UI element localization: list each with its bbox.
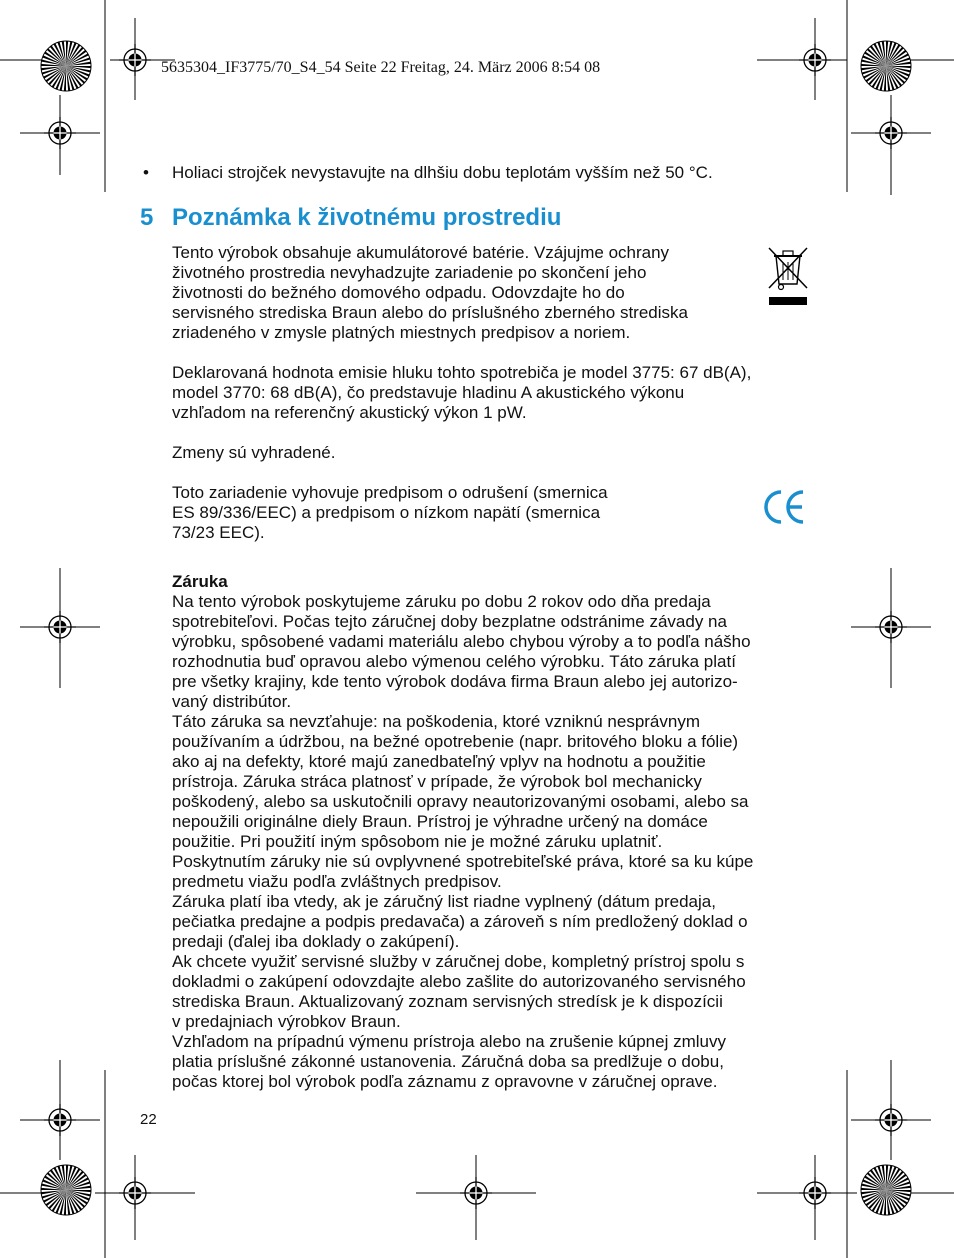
warranty-section	[172, 572, 817, 1092]
registration-mark-icon	[44, 1104, 76, 1136]
registration-mark-icon	[875, 117, 907, 149]
color-bar-starburst-icon	[861, 41, 911, 91]
ce-mark-icon	[762, 487, 808, 527]
compliance-paragraph: Toto zariadenie vyhovuje predpisom o odrušení (smernica ES 89/336/EEC) a predpisom o nízkom napätí (smernica 73/23 EEC).	[172, 483, 608, 542]
bullet-text: Holiaci strojček nevystavujte na dlhšiu dobu teplotám vyšším než 50 °C.	[172, 163, 713, 182]
battery-paragraph: Tento výrobok obsahuje akumulátorové batérie. Vzájujme ochrany životného prostredia nevyhadzujte zariadenie po skončení jeho životnosti do bežného domového odpadu. Odovzdajte ho do servisného strediska Braun alebo do príslušného zberného strediska zriadeného v zmysle platných miestnych predpisov a noriem.	[172, 243, 688, 342]
color-bar-starburst-icon	[41, 1165, 91, 1215]
section-title: Poznámka k životnému prostrediu	[172, 204, 562, 231]
registration-mark-icon	[44, 117, 76, 149]
page-number: 22	[140, 1111, 157, 1128]
registration-mark-icon	[875, 611, 907, 643]
section-number: 5	[140, 204, 154, 231]
registration-mark-icon	[799, 44, 831, 76]
warranty-heading: Záruka	[172, 572, 228, 591]
warranty-body: Na tento výrobok poskytujeme záruku po dobu 2 rokov odo dňa predaja spotrebiteľovi. Počas tejto záručnej doby bezplatne odstránime závady na výrobku, spôsobené vadami materiálu alebo chybou výroby a to podľa nášho rozhodnutia buď opravou alebo výmenou celého výrobku. Táto záruka platí pre všetky krajiny, kde tento výrobok dodáva firma Braun alebo jej autorizo- vaný distribútor. Táto záruka sa nevzťahuje: na poškodenia, ktoré vzniknú nesprávnym používaním a údržbou, na bežné opotrebenie (napr. britového bloku a fólie) ako aj na defekty, ktoré majú zanedbateľný vplyv na hodnotu a použitie prístroja. Záruka stráca platnosť v prípade, že výrobok bol mechanicky poškodený, alebo sa uskutočnili opravy neautorizovanými osobami, alebo sa nepoužili originálne diely Braun. Prístroj je výhradne určený na domáce použitie. Pri použití iným spôsobom nie je možné záruku uplatniť. Poskytnutím záruky nie sú ovplyvnené spotrebiteľské práva, ktoré sa ku kúpe predmetu viažu podľa zvláštnych predpisov. Záruka platí iba vtedy, ak je záručný list riadne vyplnený (dátum predaja, pečiatka predajne a podpis predavača) a zároveň s ním predložený doklad o predaji (ďalej iba doklady o zakúpení). Ak chcete využiť servisné služby v záručnej dobe, kompletný prístroj spolu s dokladmi o zakúpení odovzdajte alebo zašlite do autorizovaného servisného strediska Braun. Aktualizovaný zoznam servisných stredísk je k dispozícii v predajniach výrobkov Braun. Vzhľadom na prípadnú výmenu prístroja alebo na zrušenie kúpnej zmluvy platia príslušné zákonné ustanovenia. Záručná doba sa predlžuje o dobu, počas ktorej bol výrobok podľa záznamu z opravovne v záručnej oprave.	[172, 592, 754, 1091]
color-bar-starburst-icon	[41, 41, 91, 91]
noise-paragraph: Deklarovaná hodnota emisie hluku tohto spotrebiča je model 3775: 67 dB(A), model 3770: 68 dB(A), čo predstavuje hladinu A akustického výkonu vzhľadom na referenčný akustický výkon 1 pW.	[172, 363, 752, 422]
registration-mark-icon	[119, 44, 151, 76]
registration-mark-icon	[460, 1177, 492, 1209]
color-bar-starburst-icon	[861, 1165, 911, 1215]
changes-paragraph: Zmeny sú vyhradené.	[172, 443, 336, 462]
print-header: 5635304_IF3775/70_S4_54 Seite 22 Freitag, 24. März 2006 8:54 08	[161, 59, 601, 76]
registration-mark-icon	[119, 1177, 151, 1209]
crossed-out-wheelie-bin-icon	[766, 246, 810, 308]
bullet-symbol: •	[143, 163, 149, 182]
registration-mark-icon	[875, 1104, 907, 1136]
registration-mark-icon	[799, 1177, 831, 1209]
section-heading	[140, 204, 561, 232]
registration-mark-icon	[44, 611, 76, 643]
